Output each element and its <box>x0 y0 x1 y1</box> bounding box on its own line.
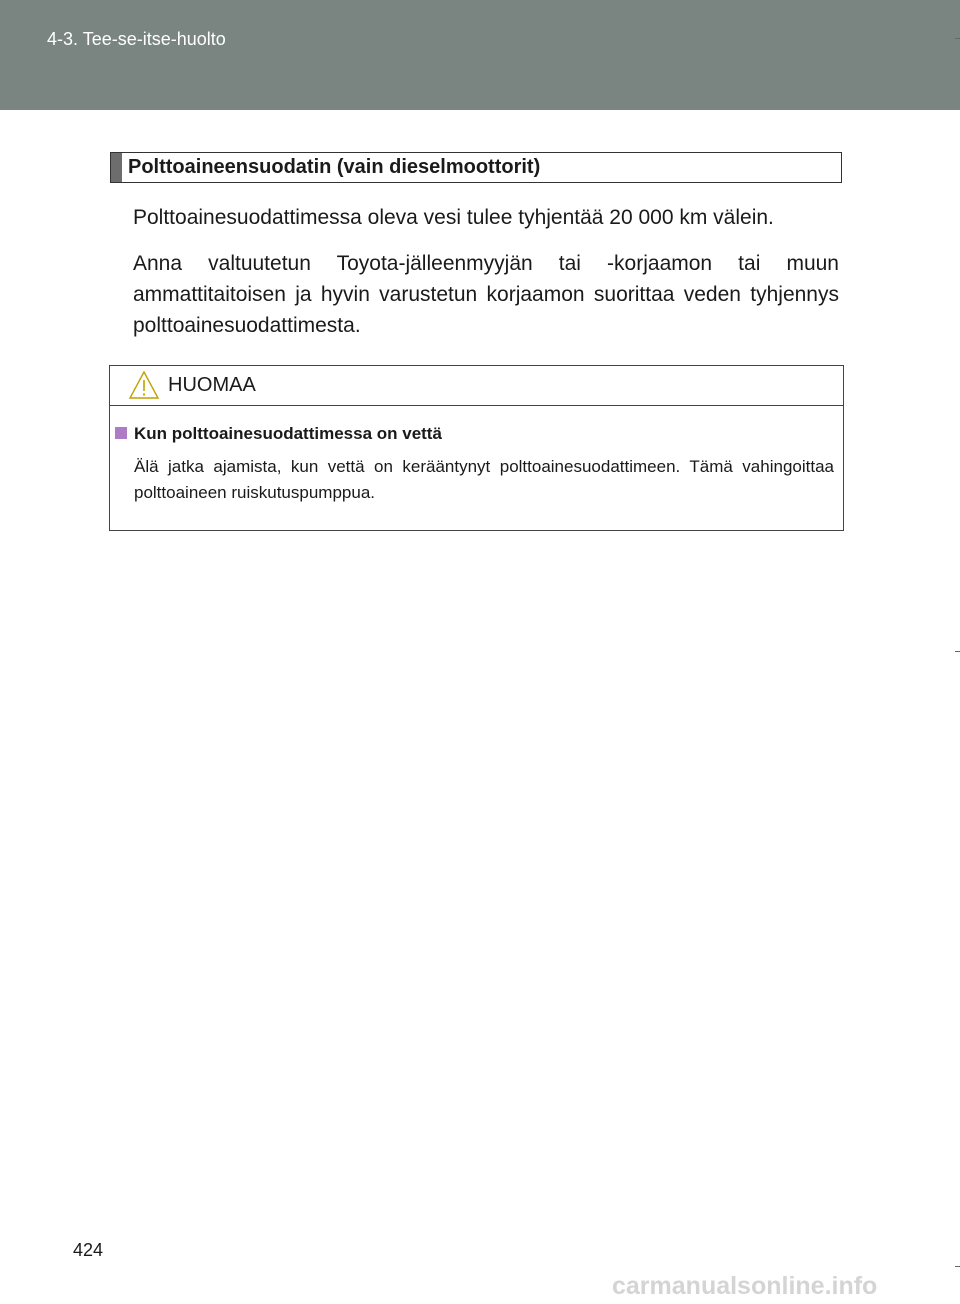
page-number: 424 <box>73 1240 104 1260</box>
notice-subheading <box>115 424 442 444</box>
section-heading-accent <box>111 153 122 182</box>
section-heading-bar <box>110 152 842 183</box>
chapter-section-title: 4-3. Tee-se-itse-huolto <box>47 29 226 49</box>
notice-subheading-text: Kun polttoainesuodattimessa on vettä <box>134 424 442 443</box>
warning-triangle-icon <box>128 370 160 400</box>
watermark: carmanualsonline.info <box>612 1272 878 1300</box>
paragraph-dealer: Anna valtuutetun Toyota-jälleenmyyjän tai -korjaamon tai muun ammattitaitoisen ja hyvin varustetun korjaamon suorittaa veden tyhjennys polttoainesuodattimesta. <box>133 252 839 337</box>
section-title: Polttoaineensuodatin (vain dieselmoottorit) <box>128 156 541 178</box>
header-band <box>0 0 960 110</box>
notice-header <box>110 366 843 406</box>
notice-title: HUOMAA <box>168 374 256 396</box>
notice-box <box>109 365 844 531</box>
crop-mark-bottom <box>955 1266 960 1267</box>
crop-mark-middle <box>955 651 960 652</box>
square-bullet-icon <box>115 427 127 439</box>
notice-body: Älä jatka ajamista, kun vettä on kerääntynyt polttoainesuodattimeen. Tämä vahingoittaa polttoaineen ruiskutuspumppua. <box>134 457 834 502</box>
paragraph-interval: Polttoainesuodattimessa oleva vesi tulee tyhjentää 20 000 km välein. <box>133 206 774 229</box>
crop-mark-top <box>955 38 960 39</box>
